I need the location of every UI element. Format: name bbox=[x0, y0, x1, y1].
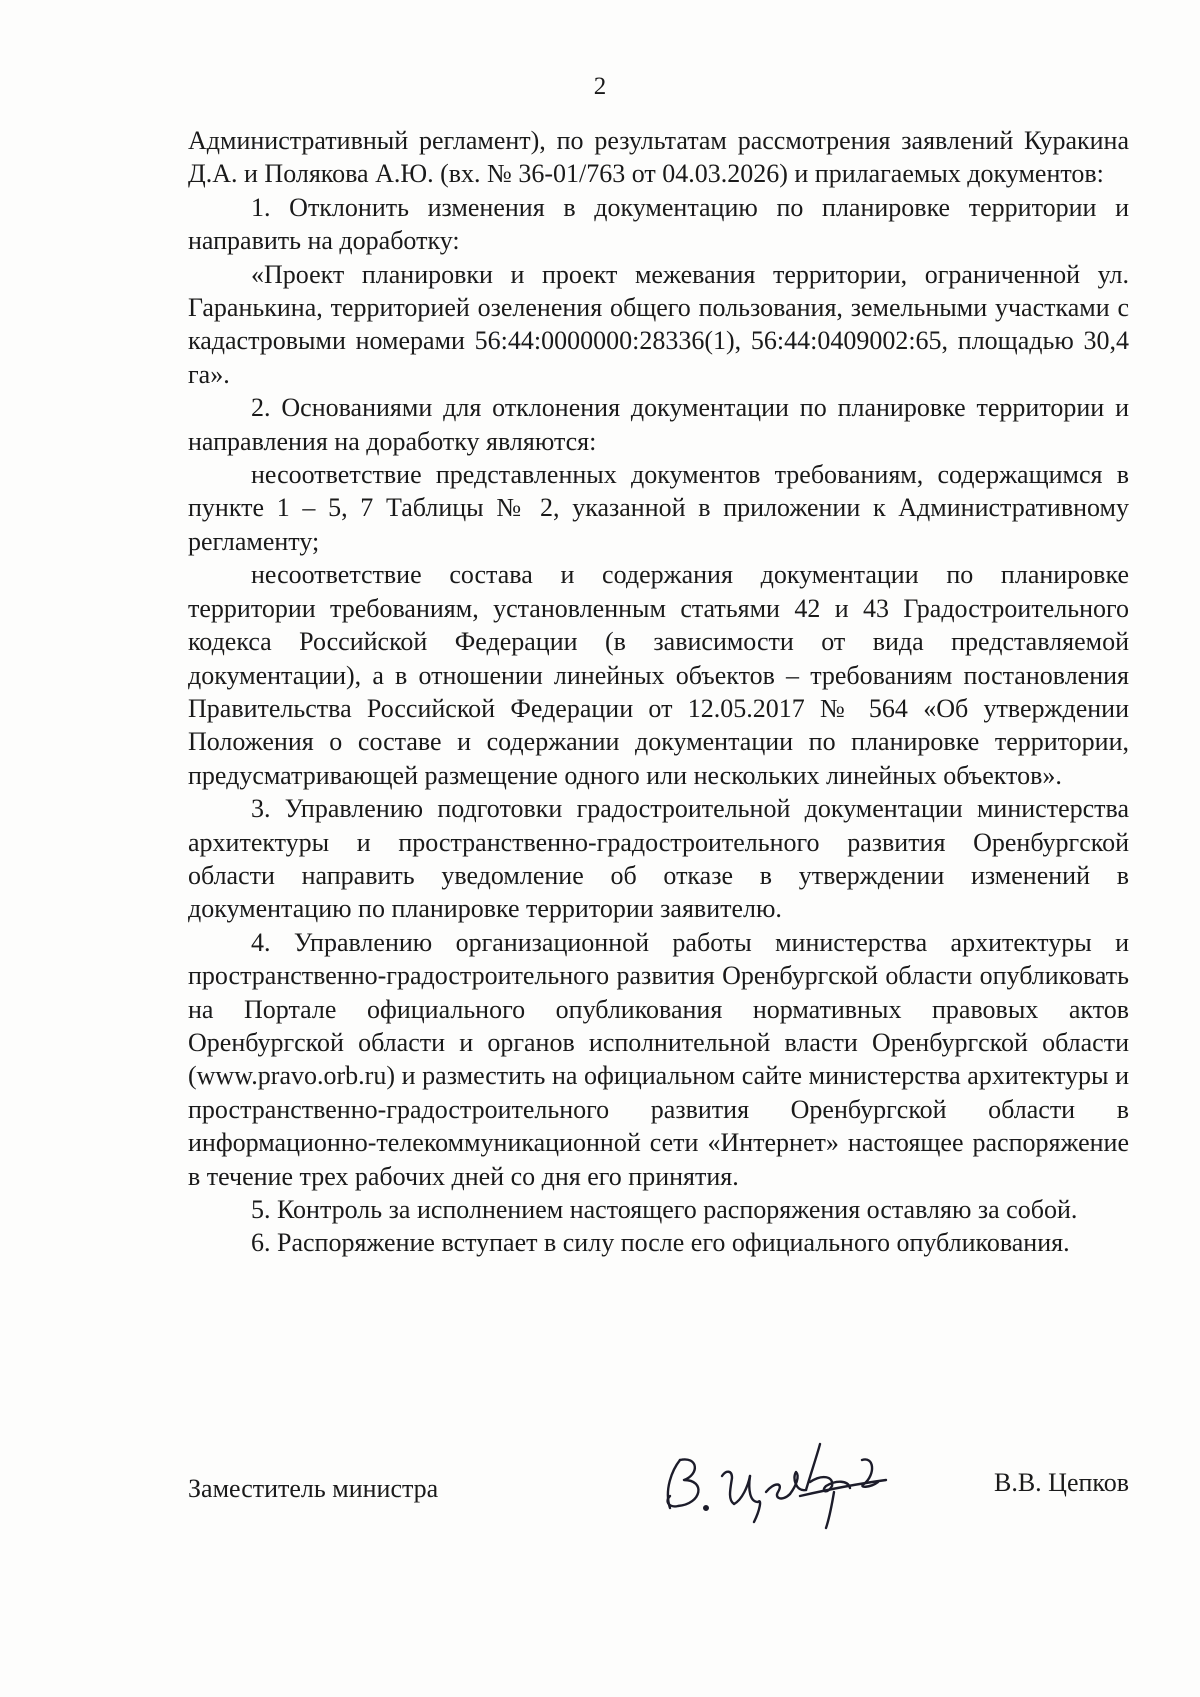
paragraph-item-5: 5. Контроль за исполнением настоящего распоряжения оставляю за собой. bbox=[251, 1195, 1078, 1224]
document-body bbox=[188, 124, 1129, 1260]
paragraph-item-1: 1. Отклонить изменения в документацию по планировке территории и направить на доработку: bbox=[188, 192, 1129, 256]
paragraph-item-3: 3. Управлению подготовки градостроительной документации министерства архитектуры и пространственно-градостроительного развития Оренбургской области направить уведомление об отказе в утверждении изменений в документацию по планировке территории заявителю. bbox=[188, 794, 1129, 924]
signatory-position: Заместитель министра bbox=[188, 1474, 439, 1503]
paragraph-project-title: «Проект планировки и проект межевания территории, ограниченной ул. Гаранькина, территорией озеленения общего пользования, земельными участками с кадастровыми номерами 56:44:0000000:28336(1), 56:44:0409002:65, площадью 30,4 га». bbox=[188, 259, 1129, 389]
signature-block bbox=[188, 1452, 1129, 1542]
paragraph-item-2: 2. Основаниями для отклонения документации по планировке территории и направления на доработку являются: bbox=[188, 393, 1129, 456]
signatory-name: В.В. Цепков bbox=[993, 1468, 1129, 1497]
paragraph-item-6: 6. Распоряжение вступает в силу после его официального опубликования. bbox=[251, 1228, 1070, 1258]
page-number: 2 bbox=[593, 73, 607, 100]
paragraph-item-4: 4. Управлению организационной работы министерства архитектуры и пространственно-градостроительного развития Оренбургской области опубликовать на Портале официального опубликования нормативных правовых актов Оренбургской области и органов исполнительной власти Оренбургской области (www.pravo.orb.ru) и разместить на официальном сайте министерства архитектуры и пространственно-градостроительного развития Оренбургской области в информационно-телекоммуникационной сети «Интернет» настоящее распоряжение в течение трех рабочих дней со дня его принятия. bbox=[188, 927, 1129, 1191]
paragraph-ground-2: несоответствие состава и содержания документации по планировке территории требованиям, установленным статьями 42 и 43 Градостроительного кодекса Российской Федерации (в зависимости от вида представляемой документации), а в отношении линейных объектов – требованиям постановления Правительства Российской Федерации от 12.05.2017 № 564 «Об утверждении Положения о составе и содержании документации по планировке территории, предусматривающей размещение одного или нескольких линейных объектов». bbox=[188, 560, 1129, 790]
handwritten-signature-icon bbox=[650, 1430, 890, 1530]
paragraph-intro-continuation: Административный регламент), по результатам рассмотрения заявлений Куракина Д.А. и Полякова А.Ю. (вх. № 36-01/763 от 04.03.2026) и прилагаемых документов: bbox=[188, 126, 1129, 189]
paragraph-ground-1: несоответствие представленных документов требованиям, содержащимся в пункте 1 – 5, 7 Таблицы № 2, указанной в приложении к Административному регламенту; bbox=[188, 460, 1129, 556]
